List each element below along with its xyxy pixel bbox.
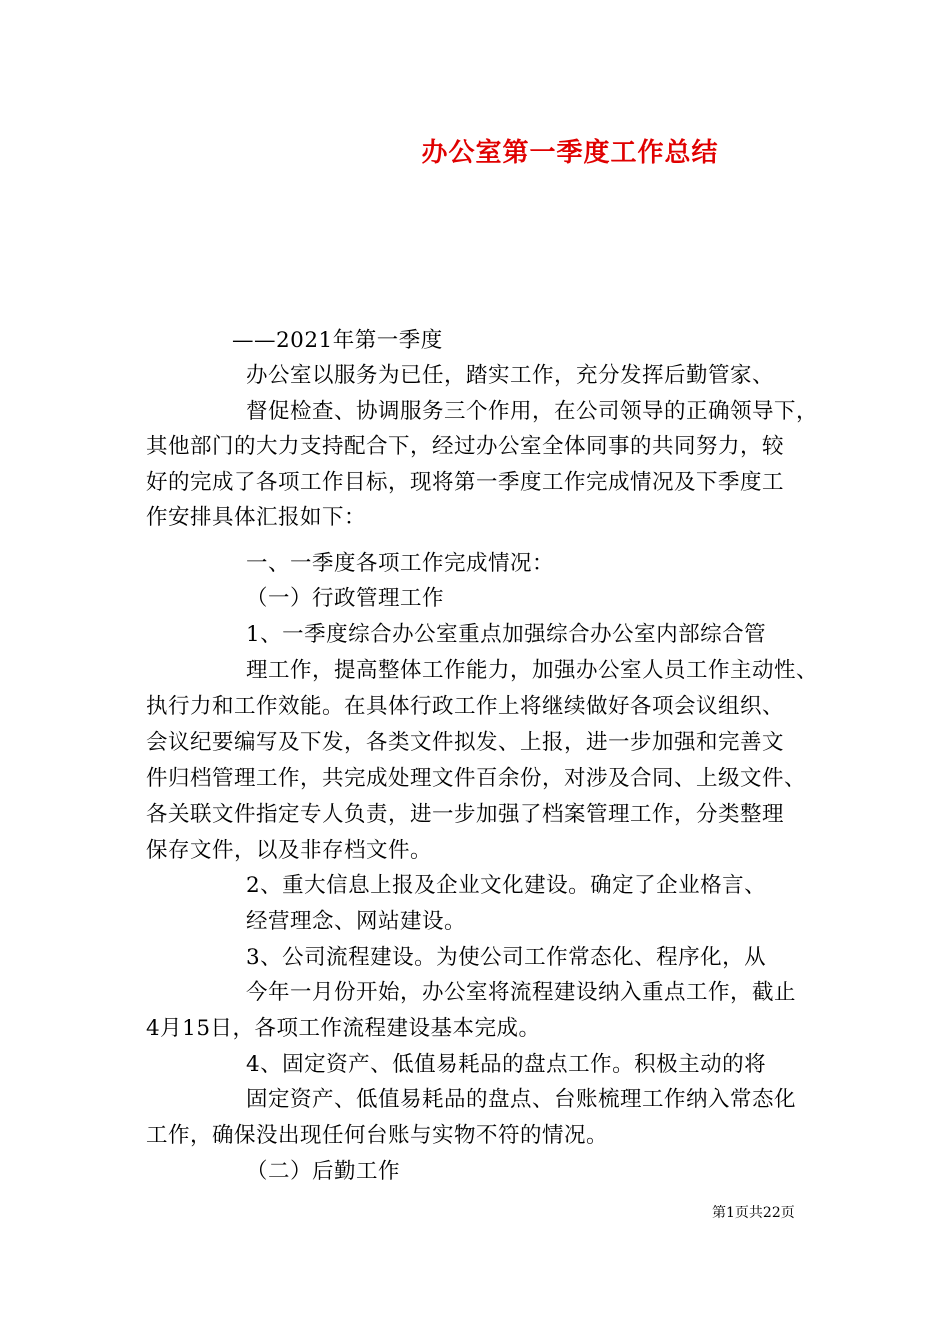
subtitle-line: ——2021年第一季度 <box>232 328 443 353</box>
paragraph-line: 作安排具体汇报如下： <box>146 505 367 530</box>
paragraph-line: 4、固定资产、低值易耗品的盘点工作。积极主动的将 <box>246 1052 767 1077</box>
paragraph-line: 4月15日，各项工作流程建设基本完成。 <box>146 1016 541 1041</box>
paragraph-line: 各关联文件指定专人负责，进一步加强了档案管理工作，分类整理 <box>146 802 785 827</box>
page-number: 第1页共22页 <box>712 1205 795 1221</box>
paragraph-line: 今年一月份开始，办公室将流程建设纳入重点工作，截止 <box>246 980 797 1005</box>
paragraph-line: 经营理念、网站建设。 <box>246 909 467 934</box>
paragraph-line: 会议纪要编写及下发，各类文件拟发、上报，进一步加强和完善文 <box>146 730 785 755</box>
paragraph-line: 督促检查、协调服务三个作用，在公司领导的正确领导下， <box>246 399 819 424</box>
paragraph-line: 3、公司流程建设。为使公司工作常态化、程序化，从 <box>246 945 767 970</box>
subsection-heading: （一）行政管理工作 <box>246 586 445 611</box>
paragraph-line: 2、重大信息上报及企业文化建设。确定了企业格言、 <box>246 873 767 898</box>
paragraph-line: 理工作，提高整体工作能力，加强办公室人员工作主动性、 <box>246 658 819 683</box>
subsection-heading: （二）后勤工作 <box>246 1159 401 1184</box>
paragraph-line: 好的完成了各项工作目标，现将第一季度工作完成情况及下季度工 <box>146 470 785 495</box>
paragraph-line: 办公室以服务为已任，踏实工作，充分发挥后勤管家、 <box>246 363 775 388</box>
paragraph-line: 保存文件，以及非存档文件。 <box>146 838 433 863</box>
paragraph-line: 1、一季度综合办公室重点加强综合办公室内部综合管 <box>246 622 767 647</box>
section-heading: 一、一季度各项工作完成情况： <box>246 551 555 576</box>
paragraph-line: 其他部门的大力支持配合下，经过办公室全体同事的共同努力，较 <box>146 434 785 459</box>
document-title: 办公室第一季度工作总结 <box>421 138 719 168</box>
paragraph-line: 工作，确保没出现任何台账与实物不符的情况。 <box>146 1123 609 1148</box>
paragraph-line: 执行力和工作效能。在具体行政工作上将继续做好各项会议组织、 <box>146 694 785 719</box>
paragraph-line: 件归档管理工作，共完成处理文件百余份，对涉及合同、上级文件、 <box>146 766 807 791</box>
paragraph-line: 固定资产、低值易耗品的盘点、台账梳理工作纳入常态化 <box>246 1087 797 1112</box>
